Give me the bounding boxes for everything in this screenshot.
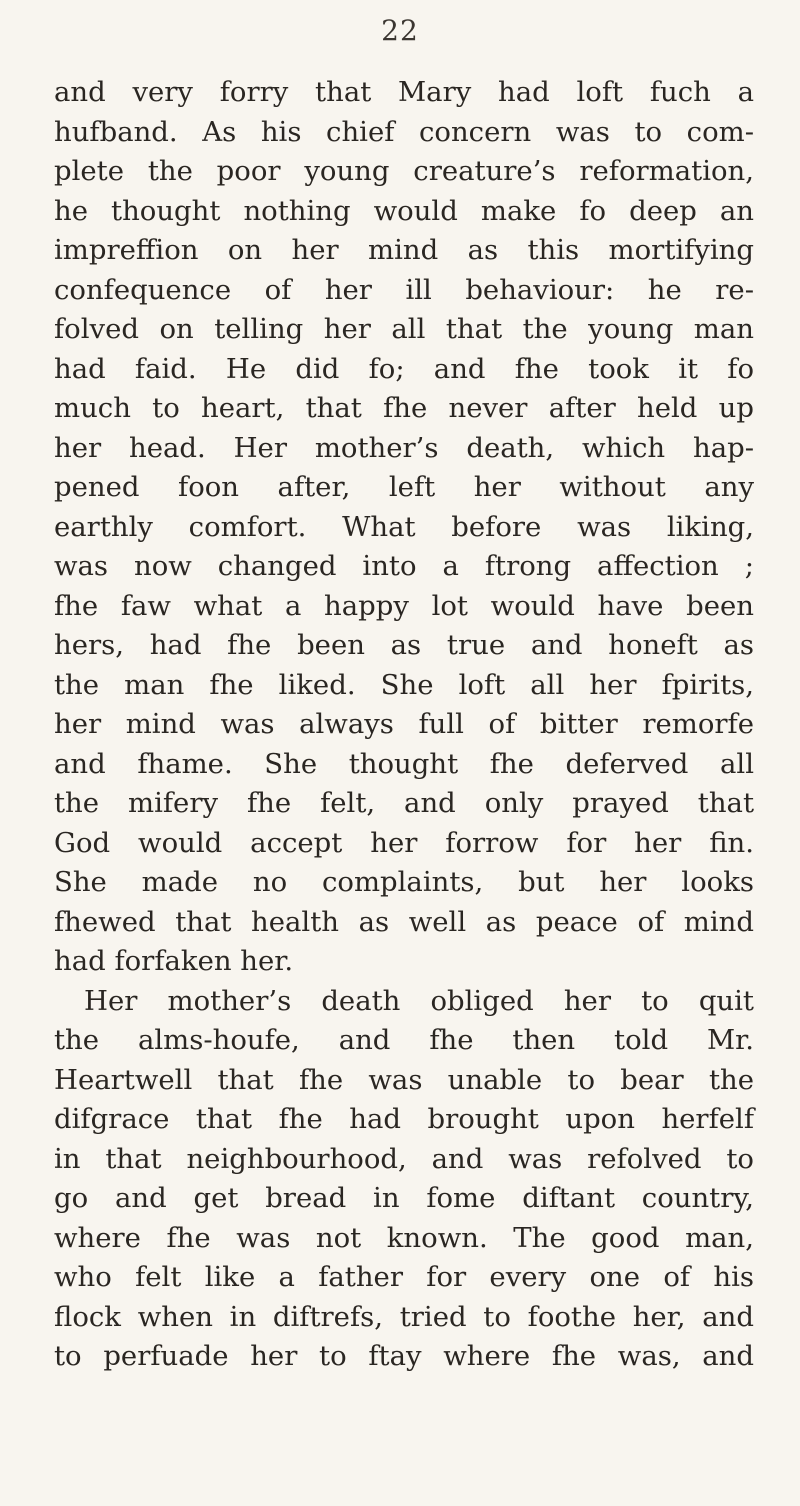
text-line: Heartwell that fhe was unable to bear the [54,1063,754,1096]
text-line: and very forry that Mary had loft fuch a [54,76,754,108]
text-line: God would accept her forrow for her fin. [54,826,754,859]
text-line: confequence of her ill behaviour: he re- [54,273,754,306]
text-line: impreffion on her mind as this mortifying [54,234,754,266]
text-line: who felt like a father for every one of his [54,1261,754,1293]
text-line: flock when in diftrefs, tried to foothe her, and [54,1300,754,1333]
text-line: hufband. As his chief concern was to com- [54,115,754,148]
text-line: the mifery fhe felt, and only prayed that [54,787,754,819]
text-line: to perfuade her to ftay where fhe was, and [54,1340,754,1372]
text-line: and fhame. She thought fhe deferved all [54,747,754,780]
text-line: folved on telling her all that the young man [54,313,754,345]
text-line: earthly comfort. What before was liking, [54,510,754,543]
text-line: the man fhe liked. She loft all her fpirits, [54,668,754,701]
text-line: the alms-houfe, and fhe then told Mr. [54,1024,754,1056]
text-line: Her mother’s death obliged her to quit [84,984,754,1017]
body-text [54,73,754,1377]
text-line: her head. Her mother’s death, which hap- [54,431,754,464]
text-line: much to heart, that fhe never after held up [54,392,754,424]
text-line: was now changed into a ftrong affection ; [54,550,754,582]
text-line: her mind was always full of bitter remorfe [54,708,754,740]
text-line: fhewed that health as well as peace of mind [54,905,754,938]
text-line: where fhe was not known. The good man, [54,1221,754,1254]
text-line: She made no complaints, but her looks [54,866,754,898]
text-line: go and get bread in fome diftant country, [54,1182,754,1214]
text-line: hers, had fhe been as true and honeft as [54,629,754,661]
text-line: plete the poor young creature’s reformation, [54,155,754,187]
text-line: he thought nothing would make fo deep an [54,194,754,227]
text-line: pened foon after, left her without any [54,471,754,503]
text-line: in that neighbourhood, and was refolved to [54,1142,754,1175]
text-line: had forfaken her. [54,945,294,977]
page-number: 22 [381,14,419,47]
text-line: fhe faw what a happy lot would have been [54,589,754,622]
text-line: had faid. He did fo; and fhe took it fo [54,352,754,385]
text-line: difgrace that fhe had brought upon herfelf [54,1103,754,1135]
